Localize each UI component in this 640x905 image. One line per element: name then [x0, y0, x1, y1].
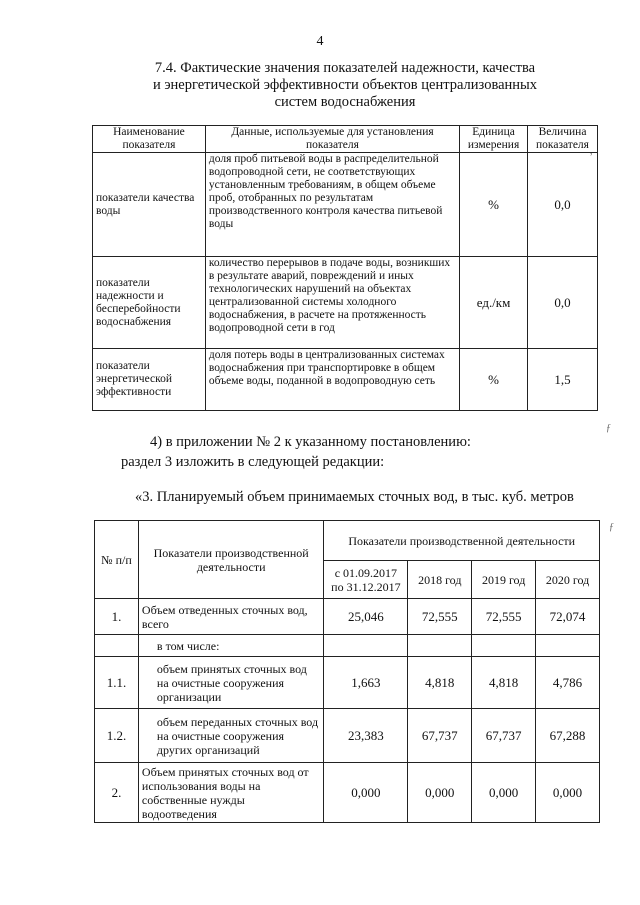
- row-value: 67,288: [536, 709, 600, 763]
- margin-mark: ,: [590, 146, 593, 157]
- table-row: [93, 257, 598, 349]
- paragraph-4-line-2: раздел 3 изложить в следующей редакции:: [121, 454, 385, 470]
- row-value: 72,074: [536, 599, 600, 635]
- row-unit: ед./км: [460, 257, 528, 349]
- margin-mark: ƒ: [606, 423, 611, 434]
- row-name: показатели энергетической эффективности: [93, 349, 206, 411]
- row-value: [536, 635, 600, 657]
- table-header-row: [93, 126, 598, 153]
- row-num: 1.: [95, 599, 139, 635]
- header-num: № п/п: [95, 521, 139, 599]
- header-name: Наименование показателя: [93, 126, 206, 153]
- row-value: 0,000: [408, 763, 472, 823]
- row-value: 0,000: [536, 763, 600, 823]
- row-value: 25,046: [324, 599, 408, 635]
- header-group: Показатели производственной деятельности: [324, 521, 600, 561]
- row-data: доля проб питьевой воды в распределительной водопроводной сети, не соответствующих установленным требованиям, в общем объеме проб, отобранных по результатам производственного контроля качества питьевой воды: [205, 153, 459, 257]
- section-3-title: «3. Планируемый объем принимаемых сточных вод, в тыс. куб. метров: [135, 489, 574, 505]
- row-value: 72,555: [472, 599, 536, 635]
- row-name: объем принятых сточных вод на очистные сооружения организации: [138, 657, 324, 709]
- table-header-row: [95, 521, 600, 561]
- row-value: 0,000: [324, 763, 408, 823]
- wastewater-table: [94, 520, 600, 823]
- row-value: 23,383: [324, 709, 408, 763]
- row-value: [472, 635, 536, 657]
- header-value: Величина показателя: [528, 126, 598, 153]
- table-row: [93, 153, 598, 257]
- header-2018: 2018 год: [408, 561, 472, 599]
- row-value: 67,737: [408, 709, 472, 763]
- page-number: 4: [316, 34, 324, 49]
- row-data: количество перерывов в подаче воды, возникших в результате аварий, повреждений и иных технологических нарушений на объектах централизованной системы холодного водоснабжения, в расчете на протяженность водопроводной сети в год: [205, 257, 459, 349]
- row-value: 4,818: [472, 657, 536, 709]
- header-period: с 01.09.2017 по 31.12.2017: [324, 561, 408, 599]
- row-value: 4,818: [408, 657, 472, 709]
- header-unit: Единица измерения: [460, 126, 528, 153]
- row-value: 72,555: [408, 599, 472, 635]
- section-heading: [130, 60, 560, 111]
- table-row: [95, 635, 600, 657]
- row-value: 0,0: [528, 153, 598, 257]
- header-name: Показатели производственной деятельности: [138, 521, 324, 599]
- table-row: [95, 599, 600, 635]
- row-unit: %: [460, 349, 528, 411]
- row-num: 2.: [95, 763, 139, 823]
- row-num: [95, 635, 139, 657]
- row-num: 1.1.: [95, 657, 139, 709]
- row-value: 1,663: [324, 657, 408, 709]
- header-data: Данные, используемые для установления показателя: [205, 126, 459, 153]
- heading-line-1: 7.4. Фактические значения показателей надежности, качества: [154, 60, 536, 76]
- row-data: доля потерь воды в централизованных системах водоснабжения при транспортировке в общем объеме воды, поданной в водопроводную сеть: [205, 349, 459, 411]
- header-2019: 2019 год: [472, 561, 536, 599]
- row-value: 0,000: [472, 763, 536, 823]
- margin-mark: ƒ: [609, 522, 614, 533]
- row-value: 67,737: [472, 709, 536, 763]
- heading-line-2: и энергетической эффективности объектов централизованных: [152, 77, 538, 93]
- row-value: 4,786: [536, 657, 600, 709]
- row-name: Объем отведенных сточных вод, всего: [138, 599, 324, 635]
- indicators-table: [92, 125, 598, 411]
- row-num: 1.2.: [95, 709, 139, 763]
- row-name: в том числе:: [138, 635, 324, 657]
- row-value: 1,5: [528, 349, 598, 411]
- row-name: объем переданных сточных вод на очистные сооружения других организаций: [138, 709, 324, 763]
- row-name: показатели качества воды: [93, 153, 206, 257]
- row-name: показатели надежности и бесперебойности водоснабжения: [93, 257, 206, 349]
- row-name: Объем принятых сточных вод от использования воды на собственные нужды водоотведения: [138, 763, 324, 823]
- row-value: [324, 635, 408, 657]
- header-2020: 2020 год: [536, 561, 600, 599]
- row-value: 0,0: [528, 257, 598, 349]
- row-unit: %: [460, 153, 528, 257]
- table-row: [95, 763, 600, 823]
- heading-line-3: систем водоснабжения: [274, 94, 416, 110]
- paragraph-4-line-1: 4) в приложении № 2 к указанному постановлению:: [150, 434, 471, 450]
- row-value: [408, 635, 472, 657]
- table-row: [95, 657, 600, 709]
- table-row: [95, 709, 600, 763]
- table-row: [93, 349, 598, 411]
